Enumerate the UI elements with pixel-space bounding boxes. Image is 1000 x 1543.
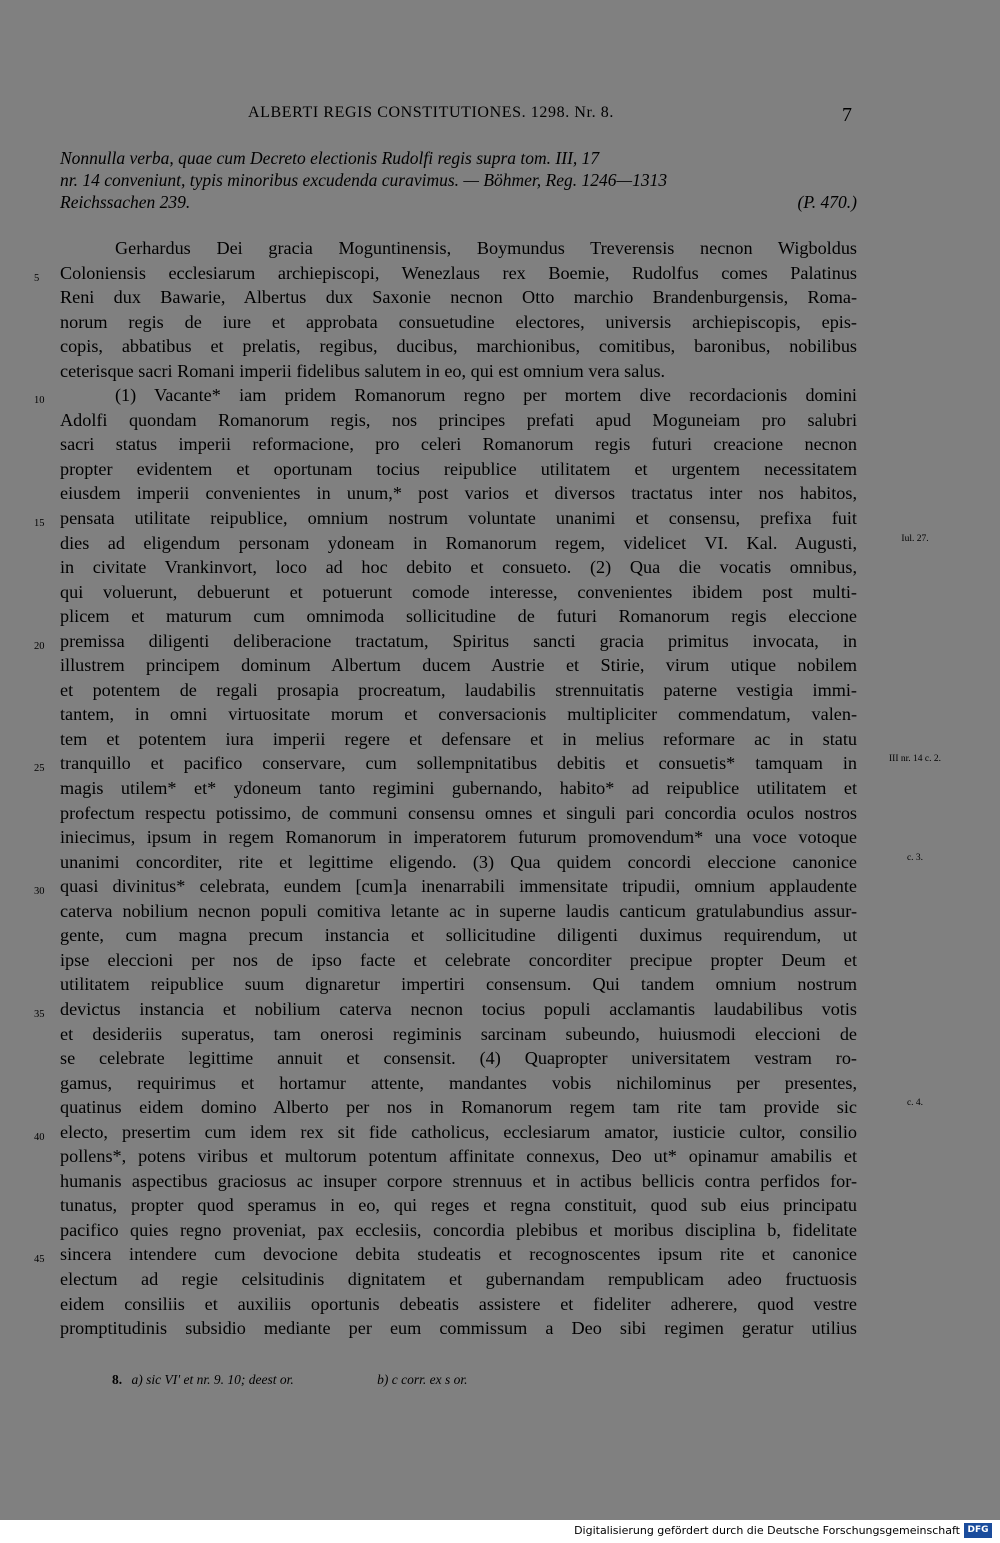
text-line xyxy=(60,776,857,801)
text-line xyxy=(34,997,857,1022)
footnote-document-number: 8. xyxy=(112,1372,123,1387)
line-text: tem et potentem iura imperii regere et defensare et in melius reformare ac in statu xyxy=(60,728,857,749)
line-number: 5 xyxy=(34,272,40,284)
text-line xyxy=(60,850,924,875)
line-text: quatinus eidem domino Alberto per nos in Romanorum regem tam rite tam provide sic xyxy=(60,1097,857,1118)
text-line xyxy=(60,1046,857,1071)
intro-line xyxy=(60,191,857,213)
intro-line: nr. 14 conveniunt, typis minoribus excudenda curavimus. — Böhmer, Reg. 1246—1313 xyxy=(60,170,668,190)
text-line xyxy=(34,383,857,408)
line-text: gamus, requirimus et hortamur attente, mandantes vobis nichilominus per presentes, xyxy=(60,1072,857,1093)
text-line xyxy=(60,1022,857,1047)
text-line xyxy=(34,629,857,654)
text-line xyxy=(60,1169,857,1194)
line-text: copis, abbatibus et prelatis, regibus, ducibus, marchionibus, comitibus, baronibus, nobilibus xyxy=(60,336,857,357)
text-line xyxy=(60,702,857,727)
text-line xyxy=(60,1292,857,1317)
text-line xyxy=(60,825,857,850)
margin-note: Iul. 27. xyxy=(901,533,929,544)
line-text: magis utilem* et* ydoneum tanto regimini gubernando, habito* ad reipublice utilitatem et xyxy=(60,778,857,799)
text-line xyxy=(60,923,857,948)
line-text: qui voluerunt, debuerunt et potuerunt comode interesse, convenientes ibidem post multi- xyxy=(60,581,857,602)
line-text: electo, presertim cum idem rex sit fide catholicus, ecclesiarum amator, iusticie cultor, consilio xyxy=(60,1121,857,1142)
line-text: et desideriis superatus, tam onerosi regiminis sarcinam subeundo, huiusmodi eleccioni de xyxy=(60,1023,857,1044)
text-line xyxy=(60,285,857,310)
line-text: utilitatem reipublice suum dignaretur impertiri consensum. Qui tandem omnium nostrum xyxy=(60,974,857,995)
line-number: 35 xyxy=(34,1008,45,1020)
text-line xyxy=(60,531,929,556)
line-text: pensata utilitate reipublice, omnium nostrum voluntate unanimi et consensu, prefixa fuit xyxy=(60,508,857,529)
margin-note: c. 3. xyxy=(906,852,924,863)
text-line xyxy=(60,1267,857,1292)
line-text: eidem consiliis et auxiliis oportunis debeatis assistere et fideliter adherere, quod vestre xyxy=(60,1293,857,1314)
line-text: premissa diligenti deliberacione tractatum, Spiritus sancti gracia primitus invocata, in xyxy=(60,630,857,651)
text-line xyxy=(60,1144,857,1169)
line-text: Coloniensis ecclesiarum archiepiscopi, Wenezlaus rex Boemie, Rudolfus comes Palatinus xyxy=(60,262,857,283)
line-text: Gerhardus Dei gracia Moguntinensis, Boymundus Treverensis necnon Wigboldus xyxy=(115,238,857,258)
text-line xyxy=(60,580,857,605)
editorial-intro xyxy=(60,147,857,213)
text-line xyxy=(34,506,857,531)
text-line xyxy=(60,359,857,384)
line-text: pollens*, potens viribus et multorum potentum affinitate connexus, Deo ut* opinamur amabilis et xyxy=(60,1146,857,1167)
text-line xyxy=(60,334,857,359)
line-text: Reni dux Bawarie, Albertus dux Saxonie necnon Otto marchio Brandenburgensis, Roma- xyxy=(60,287,857,308)
line-text: propter evidentem et oportunam tocius reipublice utilitatem et urgentem necessitatem xyxy=(60,458,857,479)
dfg-credit-text: Digitalisierung gefördert durch die Deutsche Forschungsgemeinschaft xyxy=(574,1524,960,1537)
text-line xyxy=(60,1071,857,1096)
text-line xyxy=(60,678,857,703)
running-title: ALBERTI REGIS CONSTITUTIONES. 1298. Nr. 8. xyxy=(248,104,615,121)
line-text: tantem, in omni virtuositate morum et conversacionis multipliciter commendatum, valen- xyxy=(60,704,857,725)
intro-line: Nonnulla verba, quae cum Decreto electionis Rudolfi regis supra tom. III, 17 xyxy=(60,148,600,168)
text-line xyxy=(60,408,857,433)
text-line xyxy=(60,727,857,752)
line-text: Adolfi quondam Romanorum regis, nos principes prefati apud Moguneiam pro salubri xyxy=(60,409,857,430)
line-text: devictus instancia et nobilium caterva necnon tocius populi acclamantis laudabilibus votis xyxy=(60,998,857,1019)
line-text: et potentem de regali prosapia procreatum, laudabilis strennuitatis paterne vestigia immi- xyxy=(60,679,857,700)
line-number: 45 xyxy=(34,1254,45,1266)
line-text: eiusdem imperii convenientes in unum,* post varios et diversos tractatus inter nos habitos, xyxy=(60,483,857,504)
text-line xyxy=(60,948,857,973)
line-text: tranquillo et pacifico conservare, cum sollempnitatibus debitis et consuetis* tamquam in xyxy=(60,753,857,774)
text-line xyxy=(34,1242,857,1267)
line-text: plicem et maturum cum omnimoda sollicitudine de futuri Romanorum regis eleccione xyxy=(60,606,857,627)
line-text: profectum respectu potissimo, de communi consensu omnes et singuli pari concordia oculos nostros xyxy=(60,802,857,823)
line-text: illustrem principem dominum Albertum ducem Austrie et Stirie, virum utique nobilem xyxy=(60,655,857,676)
dfg-logo: DFG xyxy=(964,1523,992,1538)
page-number: 7 xyxy=(842,104,852,126)
line-number: 10 xyxy=(34,395,45,407)
line-text: quasi divinitus* celebrata, eundem [cum]a inenarrabili immensitate tripudii, omnium applaudente xyxy=(60,876,857,897)
line-text: tunatus, propter quod speramus in eo, qui reges et regna constituit, quod sub eius principatu xyxy=(60,1195,857,1216)
text-line xyxy=(60,310,857,335)
intro-source: Reichssachen 239. xyxy=(60,192,191,212)
document-body xyxy=(34,236,941,1341)
text-line xyxy=(60,432,857,457)
text-line xyxy=(60,236,857,261)
line-text: promptitudinis subsidio mediante per eum commissum a Deo sibi regimen geratur utilius xyxy=(60,1318,857,1339)
line-text: se celebrate legittime annuit et consensit. (4) Quapropter universitatem vestram ro- xyxy=(60,1048,857,1069)
line-number: 30 xyxy=(34,886,45,898)
footnote-b: b) c corr. ex s or. xyxy=(377,1372,468,1387)
line-text: unanimi concorditer, rite et legittime eligendo. (3) Qua quidem concordi eleccione canonice xyxy=(60,851,857,872)
line-text: sincera intendere cum devocione debita studeatis et recognoscentes ipsum rite et canonice xyxy=(60,1244,857,1265)
text-line xyxy=(60,653,857,678)
text-line xyxy=(60,481,857,506)
margin-note: c. 4. xyxy=(906,1098,924,1109)
running-head xyxy=(0,104,1000,128)
text-line xyxy=(60,899,857,924)
intro-reference: (P. 470.) xyxy=(797,192,857,212)
text-line xyxy=(60,604,857,629)
footnotes xyxy=(112,1372,468,1388)
text-line xyxy=(60,1316,857,1341)
margin-note: III nr. 14 c. 2. xyxy=(889,754,941,765)
text-line xyxy=(34,261,857,286)
line-text: ipse eleccioni per nos de ipso facte et celebrate concorditer precipue propter Deum et xyxy=(60,949,857,970)
text-line xyxy=(34,1120,857,1145)
text-line xyxy=(60,555,857,580)
line-text: electum ad regie celsitudinis dignitatem et gubernandam rempublicam adeo fructuosis xyxy=(60,1268,857,1289)
line-number: 40 xyxy=(34,1131,45,1143)
text-line xyxy=(60,457,857,482)
text-line xyxy=(34,751,941,776)
line-text: dies ad eligendum personam ydoneam in Romanorum regem, videlicet VI. Kal. Augusti, xyxy=(60,532,857,553)
text-line xyxy=(60,1218,857,1243)
line-text: iniecimus, ipsum in regem Romanorum in imperatorem futurum promovendum* una voce votoque xyxy=(60,827,857,848)
footnote-a: a) sic VI' et nr. 9. 10; deest or. xyxy=(131,1372,294,1387)
line-number: 25 xyxy=(34,763,45,775)
line-text: sacri status imperii reformacione, pro celeri Romanorum regis futuri creacione necnon xyxy=(60,434,857,455)
line-text: pacifico quies regno proveniat, pax ecclesiis, concordia plebibus et moribus disciplina b, fidelitate xyxy=(60,1219,857,1240)
line-text: caterva nobilium necnon populi comitiva letante ac in superne laudis canticum gratulabundius assur- xyxy=(60,900,857,921)
text-line xyxy=(60,1193,857,1218)
line-text: (1) Vacante* iam pridem Romanorum regno per mortem dive recordacionis domini xyxy=(115,385,857,406)
text-line xyxy=(34,874,857,899)
text-line xyxy=(60,1095,924,1120)
line-number: 15 xyxy=(34,518,45,530)
text-line xyxy=(60,972,857,997)
line-text: gente, cum magna precum instancia et sollicitudine diligenti duximus requirendum, ut xyxy=(60,925,857,946)
footer-bar xyxy=(0,1520,1000,1543)
line-number: 20 xyxy=(34,640,45,652)
line-text: in civitate Vrankinvort, loco ad hoc debito et consueto. (2) Qua die vocatis omnibus, xyxy=(60,557,857,578)
line-text: humanis aspectibus graciosus ac insuper corpore strennuus et in actibus bellicis contra perfidos for- xyxy=(60,1170,857,1191)
text-line xyxy=(60,801,857,826)
line-text: norum regis de iure et approbata consuetudine electores, universis archiepiscopis, epis- xyxy=(60,311,857,332)
line-text: ceterisque sacri Romani imperii fidelibus salutem in eo, qui est omnium vera salus. xyxy=(60,360,666,381)
